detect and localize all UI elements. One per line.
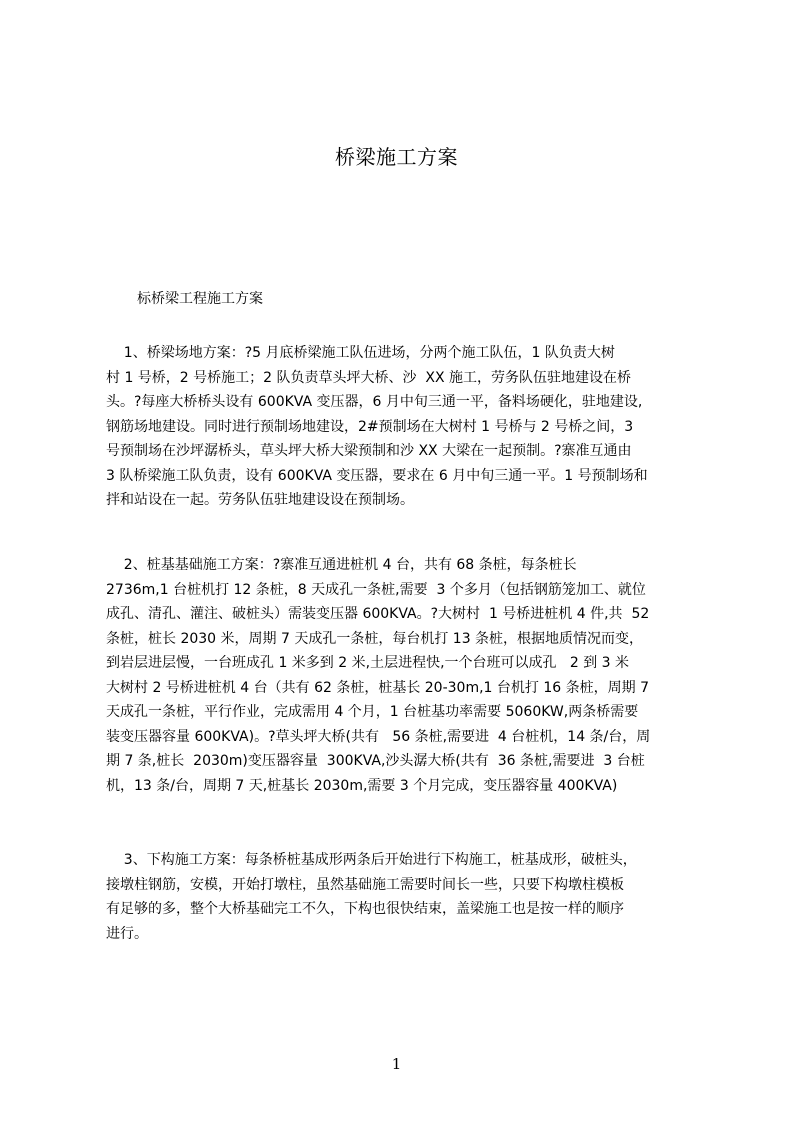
paragraph-line: 号预制场在沙坪潺桥头，草头坪大桥大梁预制和沙 XX 大梁在一起预制。?寨准互通由 <box>106 443 632 459</box>
paragraph-line: 进行。 <box>106 925 148 942</box>
paragraph-line: 拌和站设在一起。劳务队伍驻地建设设在预制场。 <box>106 492 414 508</box>
paragraph-line: 1、桥梁场地方案：?5 月底桥梁施工队伍进场，分两个施工队伍，1 队负责大树 <box>106 345 615 361</box>
paragraph-line: 3 队桥梁施工队负责，设有 600KVA 变压器，要求在 6 月中旬三通一平。1 号预制场和 <box>106 467 648 484</box>
paragraph-line: 村 1 号桥，2 号桥施工；2 队负责草头坪大桥、沙 XX 施工，劳务队伍驻地建设在桥 <box>106 369 632 386</box>
paragraph-pile-foundation-plan <box>106 553 712 798</box>
page-number: 1 <box>391 1055 402 1073</box>
paragraph-line: 期 7 条,桩长 2030m)变压器容量 300KVA,沙头潺大桥(共有 36 条桩,需要进 3 台桩 <box>106 753 645 769</box>
paragraph-line: 条桩，桩长 2030 米，周期 7 天成孔一条桩，每台机打 13 条桩，根据地质情况而变， <box>106 630 644 647</box>
paragraph-substructure-plan <box>106 848 712 946</box>
paragraph-site-plan <box>106 341 712 513</box>
document-subtitle: 标桥梁工程施工方案 <box>137 291 263 307</box>
paragraph-line: 有足够的多，整个大桥基础完工不久，下构也很快结束，盖梁施工也是按一样的顺序 <box>106 901 624 917</box>
paragraph-line: 装变压器容量 600KVA)。?草头坪大桥(共有 56 条桩,需要进 4 台桩机，14 条/台，周 <box>106 728 651 745</box>
document-title: 桥梁施工方案 <box>335 145 458 169</box>
paragraph-line: 大树村 2 号桥进桩机 4 台（共有 62 条桩，桩基长 20-30m,1 台机打 16 条桩，周期 7 <box>106 679 649 696</box>
paragraph-line: 3、下构施工方案：每条桥桩基成形两条后开始进行下构施工，桩基成形，破桩头， <box>106 852 637 868</box>
paragraph-line: 接墩柱钢筋，安模，开始打墩柱，虽然基础施工需要时间长一些，只要下构墩柱模板 <box>106 876 624 893</box>
paragraph-line: 头。?每座大桥桥头设有 600KVA 变压器，6 月中旬三通一平，备料场硬化，驻地建设, <box>106 394 643 410</box>
paragraph-line: 天成孔一条桩，平行作业，完成需用 4 个月，1 台桩基功率需要 5060KW,两条桥需要 <box>106 704 639 720</box>
paragraph-line: 到岩层进层慢，一台班成孔 1 米多到 2 米,土层进程快,一个台班可以成孔 2 到 3 米 <box>106 655 630 671</box>
paragraph-line: 钢筋场地建设。同时进行预制场地建设，2#预制场在大树村 1 号桥与 2 号桥之间，3 <box>106 418 634 435</box>
paragraph-line: 机，13 条/台，周期 7 天,桩基长 2030m,需要 3 个月完成，变压器容量 400KVA) <box>106 777 618 794</box>
paragraph-line: 成孔、清孔、灌注、破桩头）需装变压器 600KVA。?大树村 1 号桥进桩机 4 件,共 52 <box>106 606 650 622</box>
paragraph-line: 2736m,1 台桩机打 12 条桩，8 天成孔一条桩,需要 3 个多月（包括钢筋笼加工、就位 <box>106 581 646 598</box>
paragraph-line: 2、桩基基础施工方案：?寨准互通进桩机 4 台，共有 68 条桩，每条桩长 <box>106 557 577 573</box>
